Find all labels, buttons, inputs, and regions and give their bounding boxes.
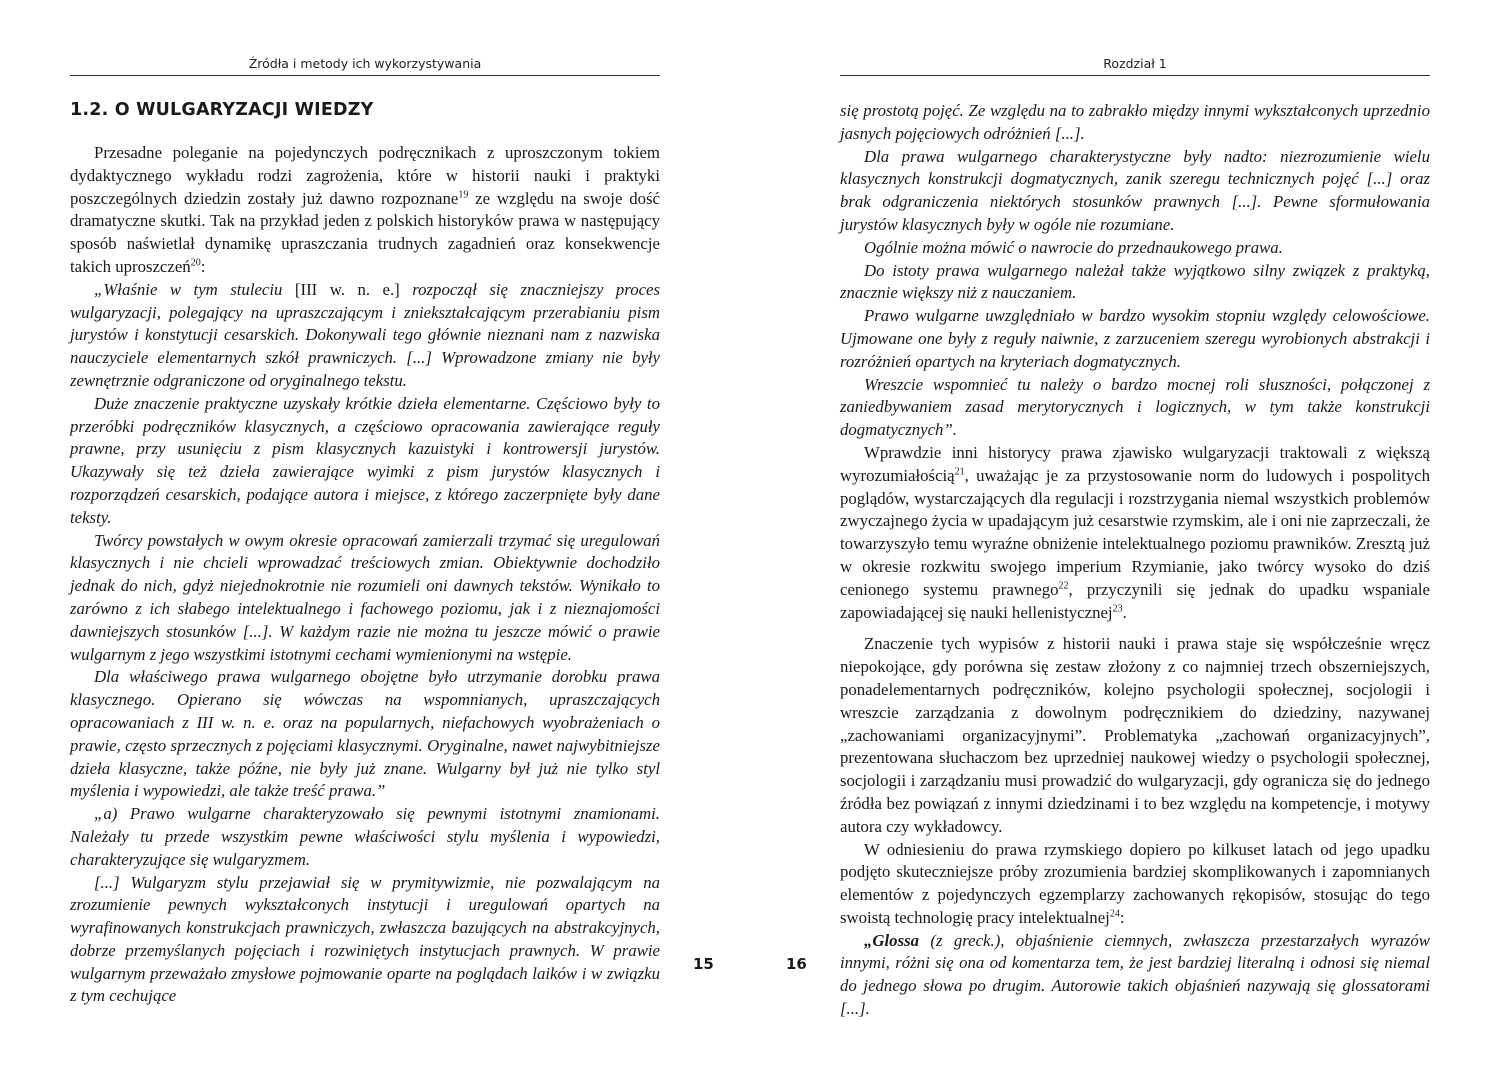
quote-paragraph: Wreszcie wspomnieć tu należy o bardzo mocnej roli słuszności, połączonej z zaniedbywaniem zasad merytorycznych i logicznych, w tym także konstrukcji dogmatycznych”. (840, 374, 1430, 440)
right-body-text (840, 100, 1430, 1021)
page-number-left: 15 (693, 955, 714, 973)
right-page (750, 0, 1500, 1068)
quote-paragraph: „a) Prawo wulgarne charakteryzowało się pewnymi istotnymi znamionami. Należały tu przede wszystkim pewne właściwości stylu myślenia i wypowiedzi, charakteryzujące się wulgaryzmem. (70, 804, 660, 869)
quote-paragraph: się prostotą pojęć. Ze względu na to zabrakło między innymi wykształconych uprzednio jasnych pojęciowych odróżnień [...]. (840, 101, 1430, 143)
footnote-ref[interactable]: 22 (1058, 580, 1069, 592)
paragraph: Przesadne poleganie na pojedynczych podręcznikach z uproszczonym tokiem dydaktycznego wykładu rodzi zagrożenia, które w historii nauki i praktyki poszczególnych dziedzin zostały już dawno rozpoznane$^{19}$ ze względu na swoje dość dramatyczne skutki. Tak na przykład jeden z polskich historyków prawa w następujący sposób naświetlał dynamikę upraszczania trudnych zagadnień oraz konsekwencje takich uproszczeń$^{20}$: (70, 143, 660, 276)
section-heading: 1.2. O WULGARYZACJI WIEDZY (70, 100, 374, 120)
page-number-right: 16 (786, 955, 807, 973)
quote-paragraph: Dla prawa wulgarnego charakterystyczne były nadto: niezrozumienie wielu klasycznych konstrukcji dogmatycznych, zanik szeregu technicznych pojęć [...] oraz brak odgraniczenia niektórych stosunków prawnych [...]. Pewne sformułowania jurystów klasycznych były w ogóle nie rozumiane. (840, 146, 1430, 234)
header-rule-left (70, 75, 660, 76)
paragraph: W odniesieniu do prawa rzymskiego dopiero po kilkuset latach od jego upadku podjęto skuteczniejsze próby zrozumienia bardziej skomplikowanych i zapomnianych elementów z pojedynczych egzemplarzy zachowanych rękopisów, stosując do tego swoistą technologię pracy intelektualnej$^{24}$: (840, 839, 1430, 927)
quote-paragraph: Ogólnie można mówić o nawrocie do przednaukowego prawa. (864, 237, 1283, 257)
quote-paragraph: Dla właściwego prawa wulgarnego obojętne było utrzymanie dorobku prawa klasycznego. Opierano się wówczas na wspomnianych, upraszczających opracowaniach z III w. n. e. oraz na popularnych, niefachowych wyobrażeniach o prawie, często sprzecznych z pojęciami klasycznymi. Oryginalne, nawet najwybitniejsze dzieła klasyczne, także późne, nie były już znane. Wulgarny był już nie tylko styl myślenia i wypowiedzi, ale także treść prawa.” (70, 667, 660, 801)
running-head-left: Źródła i metody ich wykorzystywania (248, 56, 482, 71)
footnote-ref[interactable]: 19 (458, 189, 469, 200)
paragraph: Znaczenie tych wypisów z historii nauki i prawa staje się współcześnie wręcz niepokojące, gdy porówna się zestaw złożony z co najmniej trzech obszerniejszych, ponadelementarnych podręczników, kolejno psychologii społecznej, socjologii i wreszcie zarządzania z dowolnym podręcznikiem do dziedziny, nazywanej „zachowaniami organizacyjnymi”. Problematyka „zachowań organizacyjnych”, prezentowana słuchaczom bez uprzedniej naukowej wiedzy o psychologii społecznej, socjologii i zarządzaniu musi prowadzić do wulgaryzacji, gdy ogranicza się do jednego źródła bez powiązań z innymi dziedzinami i to bez względu na kompetencje, i motywy autora czy wykładowcy. (840, 634, 1430, 836)
paragraph: Wprawdzie inni historycy prawa zjawisko wulgaryzacji traktowali z większą wyrozumiałością$^{21}$, uważając je za przystosowanie norm do ludowych i pospolitych poglądów, wystarczających dla regulacji i rozstrzygania niemal wszystkich problemów zwyczajnego życia w upadającym już cesarstwie rzymskim, ale i oni nie zaprzeczali, że towarzyszyło temu wyraźne obniżenie intelektualnego poziomu prawników. Zresztą już w okresie rozkwitu swojego imperium Rzymianie, jako twórcy wysoko do dziś cenionego systemu prawnego$^{22}$, przyczynili się jednak do upadku wspaniale zapowiadającej się nauki hellenistycznej$^{23}$. (840, 442, 1430, 622)
header-rule-right (840, 75, 1430, 76)
quote-paragraph: „Właśnie w tym stuleciu [III w. n. e.] rozpoczął się znaczniejszy proces wulgaryzacji, polegający na upraszczającym i zniekształcającym przerabianiu pism jurystów i konstytucji cesarskich. Dokonywali tego głównie nieznani nam z nazwiska nauczyciele elementarnych szkół prawniczych. [...] Wprowadzone zmiany nie były zewnętrznie odgraniczone od oryginalnego tekstu. (70, 279, 661, 390)
footnote-ref[interactable]: 20 (190, 257, 201, 269)
quote-paragraph: Twórcy powstałych w owym okresie opracowań zamierzali trzymać się uregulowań klasycznych i nie chcieli wprowadzać treściowych zmian. Obiektywnie dochodziło jednak do nich, gdyż niejednokrotnie nie rozumieli oni dawnych tekstów. Wynikało to zarówno z ich słabego intelektualnego i fachowego poziomu, jak i z nieznajomości dawniejszych stosunków [...]. W każdym razie nie można tu jeszcze mówić o prawie wulgarnym z jego wszystkimi istotnymi cechami wymienionymi na wstępie. (70, 530, 660, 664)
left-body-text (70, 142, 660, 1008)
quote-paragraph: „Glossa (z greck.), objaśnienie ciemnych, zwłaszcza przestarzałych wyrazów innymi, różni się ona od komentarza tem, że jest bardziej literalną i odnosi się niemal do jednego słowa po drugim. Autorowie takich objaśnień nazywają się glossatorami [...]. (840, 930, 1430, 1019)
quote-paragraph: Do istoty prawa wulgarnego należał także wyjątkowo silny związek z praktyką, znacznie większy niż z nauczaniem. (840, 260, 1430, 303)
quote-paragraph: Duże znaczenie praktyczne uzyskały krótkie dzieła elementarne. Częściowo były to przeróbki podręczników klasycznych, a częściowo opracowania zawierające reguły prawne, przy usunięciu z pism klasycznych kazuistyki i kontrowersji jurystów. Ukazywały się też dzieła zawierające wyimki z pism jurystów klasycznych i rozporządzeń cesarskich, podające autora i miejsce, z którego zaczerpnięte były dane teksty. (70, 393, 660, 527)
quote-paragraph: [...] Wulgaryzm stylu przejawiał się w prymitywizmie, nie pozwalającym na zrozumienie pewnych wykształconych instytucji i uregulowań opartych na wyrafinowanych konstrukcjach prawniczych, zwłaszcza bazujących na abstrakcyjnych, dobrze przemyślanych pojęciach i rozwiniętych instytucjach prawnych. W prawie wulgarnym przeważało zmysłowe pojmowanie oparte na poglądach laików i w związku z tym cechujące (70, 872, 660, 1006)
footnote-ref[interactable]: 21 (954, 466, 965, 478)
footnote-ref[interactable]: 24 (1109, 908, 1120, 920)
quote-paragraph: Prawo wulgarne uwzględniało w bardzo wysokim stopniu względy celowościowe. Ujmowane one były z reguły naiwnie, z zarzuceniem szeregu wyrobionych abstrakcji i rozróżnień opartych na kryteriach dogmatycznych. (840, 306, 1430, 371)
running-head-right: Rozdział 1 (1103, 56, 1167, 71)
footnote-ref[interactable]: 23 (1112, 602, 1123, 614)
